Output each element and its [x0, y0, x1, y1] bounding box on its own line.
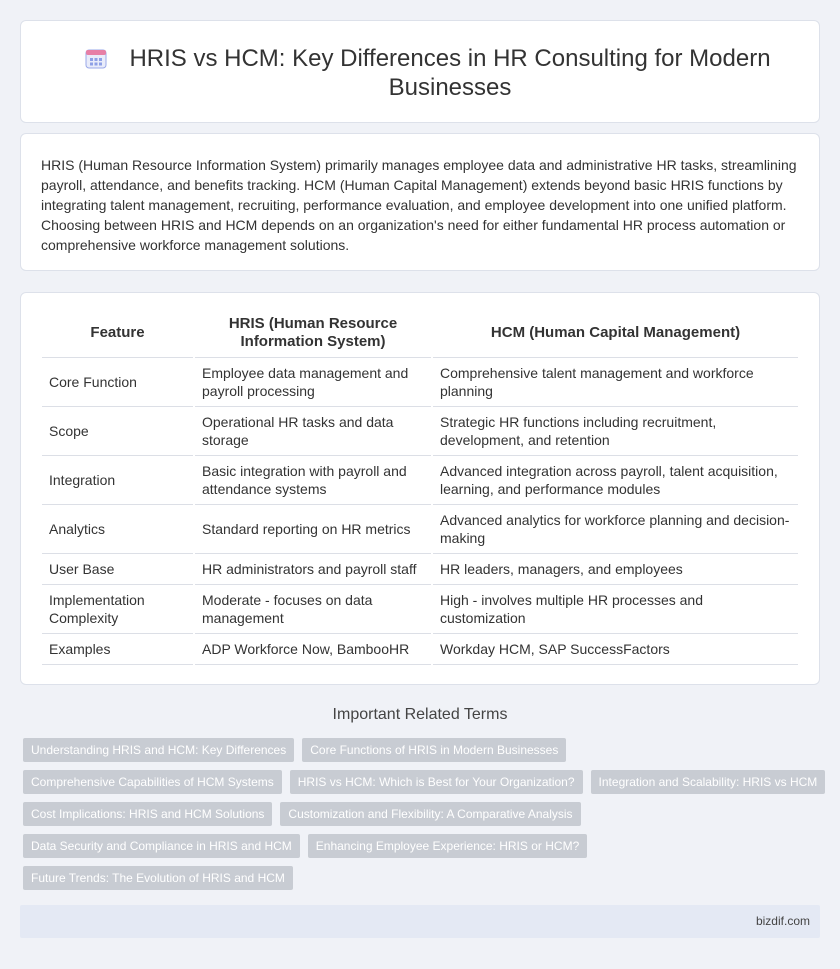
- related-term-tag[interactable]: Enhancing Employee Experience: HRIS or HCM?: [308, 834, 587, 858]
- cell-hcm: High - involves multiple HR processes and customization: [432, 584, 798, 633]
- table-row: [42, 406, 798, 455]
- table-row: [42, 357, 798, 406]
- cell-hcm: Comprehensive talent management and workforce planning: [432, 357, 798, 406]
- site-link[interactable]: bizdif.com: [755, 914, 810, 928]
- comparison-table: [42, 309, 798, 665]
- intro-paragraph: HRIS (Human Resource Information System) primarily manages employee data and administrative HR tasks, streamlining payroll, attendance, and benefits tracking. HCM (Human Capital Management) extends beyond basic HRIS functions by integrating talent management, recruiting, performance evaluation, and employee development into one unified platform. Choosing between HRIS and HCM depends on an organization's need for either fundamental HR process automation or comprehensive workforce management solutions.: [41, 157, 797, 253]
- page-title: HRIS vs HCM: Key Differences in HR Consulting for Modern Businesses: [129, 45, 771, 101]
- title-card: [20, 20, 820, 123]
- table-header-row: [42, 309, 798, 357]
- comparison-table-card: [20, 292, 820, 685]
- cell-feature: Analytics: [42, 504, 194, 553]
- related-term-tag[interactable]: Future Trends: The Evolution of HRIS and HCM: [23, 866, 293, 890]
- footer: [20, 905, 820, 938]
- related-term-tag[interactable]: Data Security and Compliance in HRIS and HCM: [23, 834, 300, 858]
- calendar-icon: [85, 47, 107, 69]
- related-term-tag[interactable]: Core Functions of HRIS in Modern Businesses: [302, 738, 566, 762]
- cell-hcm: Strategic HR functions including recruitment, development, and retention: [432, 406, 798, 455]
- cell-hris: Moderate - focuses on data management: [194, 584, 432, 633]
- related-terms-list: [23, 738, 823, 898]
- header-hris: HRIS (Human Resource Information System): [194, 309, 432, 357]
- cell-hris: HR administrators and payroll staff: [194, 553, 432, 584]
- cell-hcm: Advanced analytics for workforce planning and decision-making: [432, 504, 798, 553]
- table-row: [42, 504, 798, 553]
- related-term-tag[interactable]: Integration and Scalability: HRIS vs HCM: [591, 770, 826, 794]
- cell-feature: Scope: [42, 406, 194, 455]
- cell-hris: Standard reporting on HR metrics: [194, 504, 432, 553]
- cell-feature: Core Function: [42, 357, 194, 406]
- related-term-tag[interactable]: Comprehensive Capabilities of HCM Systems: [23, 770, 282, 794]
- cell-hris: Operational HR tasks and data storage: [194, 406, 432, 455]
- cell-feature: User Base: [42, 553, 194, 584]
- cell-feature: Examples: [42, 633, 194, 664]
- cell-hcm: Advanced integration across payroll, talent acquisition, learning, and performance modules: [432, 455, 798, 504]
- table-row: [42, 455, 798, 504]
- cell-hcm: Workday HCM, SAP SuccessFactors: [432, 633, 798, 664]
- table-row: [42, 553, 798, 584]
- related-term-tag[interactable]: Cost Implications: HRIS and HCM Solutions: [23, 802, 272, 826]
- intro-card: [20, 133, 820, 271]
- table-row: [42, 584, 798, 633]
- cell-hris: Employee data management and payroll processing: [194, 357, 432, 406]
- header-hcm: HCM (Human Capital Management): [432, 309, 798, 357]
- header-feature: Feature: [42, 309, 194, 357]
- table-row: [42, 633, 798, 664]
- cell-hris: ADP Workforce Now, BambooHR: [194, 633, 432, 664]
- cell-hcm: HR leaders, managers, and employees: [432, 553, 798, 584]
- related-term-tag[interactable]: Understanding HRIS and HCM: Key Differences: [23, 738, 294, 762]
- cell-hris: Basic integration with payroll and attendance systems: [194, 455, 432, 504]
- cell-feature: Integration: [42, 455, 194, 504]
- cell-feature: Implementation Complexity: [42, 584, 194, 633]
- related-term-tag[interactable]: HRIS vs HCM: Which is Best for Your Organization?: [290, 770, 583, 794]
- related-term-tag[interactable]: Customization and Flexibility: A Comparative Analysis: [280, 802, 580, 826]
- related-terms-heading: Important Related Terms: [332, 706, 508, 723]
